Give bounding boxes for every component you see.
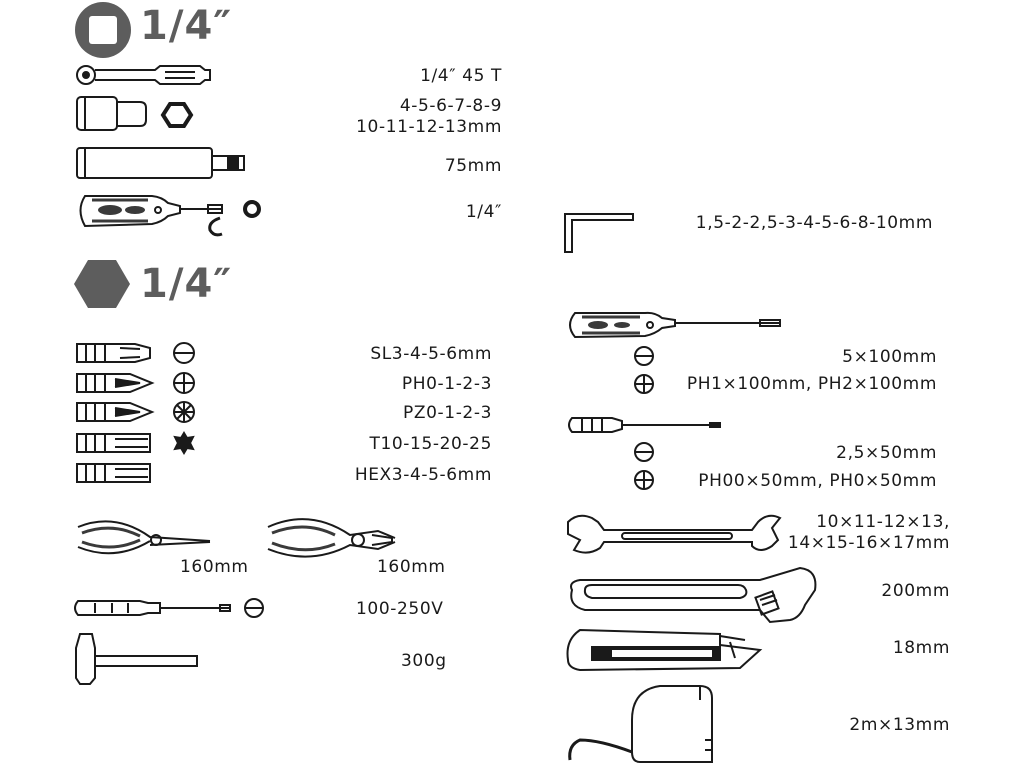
precision-screwdriver-icon [569, 418, 720, 432]
long-nose-pliers-icon [78, 521, 210, 553]
combination-pliers-label: 160mm [377, 557, 446, 577]
bit-hex-label: HEX3-4-5-6mm [354, 465, 492, 485]
section-header-square-drive: 1/4″ [140, 3, 233, 49]
bit-holder-screwdriver-icon [81, 196, 260, 235]
bit-sl-icon [77, 343, 194, 363]
hex-key-icon [565, 214, 633, 252]
hex-keys-label: 1,5-2-2,5-3-4-5-6-8-10mm [695, 213, 933, 233]
open-end-wrench-icon [568, 516, 780, 553]
utility-knife-icon [568, 630, 761, 670]
section-header-hex-bits: 1/4″ [140, 261, 233, 307]
screwdriver-sl-label: 5×100mm [842, 347, 937, 367]
precision-ph-label: PH00×50mm, PH0×50mm [698, 471, 937, 491]
extension-bar-icon [77, 148, 244, 178]
tape-measure-icon [570, 686, 712, 762]
hammer-label: 300g [401, 651, 447, 671]
sockets-label-line2: 10-11-12-13mm [356, 117, 502, 137]
wrench-label-line1: 10×11-12×13, [816, 512, 950, 532]
bit-sl-label: SL3-4-5-6mm [370, 344, 492, 364]
bit-torx-label: T10-15-20-25 [369, 434, 492, 454]
socket-icon [77, 97, 191, 130]
long-nose-pliers-label: 160mm [180, 557, 249, 577]
bit-ph-label: PH0-1-2-3 [401, 374, 492, 394]
voltage-tester-icon [75, 599, 263, 617]
bit-holder-label: 1/4″ [465, 202, 502, 222]
bit-pz-label: PZ0-1-2-3 [403, 403, 492, 423]
bit-ph-icon [77, 373, 194, 393]
combination-pliers-icon [268, 519, 395, 556]
hammer-icon [76, 634, 197, 684]
adjustable-wrench-label: 200mm [881, 581, 950, 601]
adjustable-wrench-icon [571, 568, 815, 622]
precision-sl-label: 2,5×50mm [836, 443, 937, 463]
extension-label: 75mm [444, 156, 502, 176]
tape-measure-label: 2m×13mm [849, 715, 950, 735]
voltage-tester-label: 100-250V [356, 599, 444, 619]
square-drive-icon [75, 2, 131, 58]
ratchet-icon [77, 66, 210, 84]
bit-torx-icon [77, 433, 193, 453]
screwdriver-icon [570, 313, 780, 337]
cutter-label: 18mm [892, 638, 950, 658]
screwdriver-ph-label: PH1×100mm, PH2×100mm [686, 374, 937, 394]
hex-bit-icon [74, 260, 130, 308]
bit-pz-icon [77, 402, 194, 422]
ratchet-label: 1/4″ 45 T [420, 66, 502, 86]
wrench-label-line2: 14×15-16×17mm [787, 533, 950, 553]
bit-hex-icon [77, 464, 150, 482]
sockets-label-line1: 4-5-6-7-8-9 [399, 96, 502, 116]
